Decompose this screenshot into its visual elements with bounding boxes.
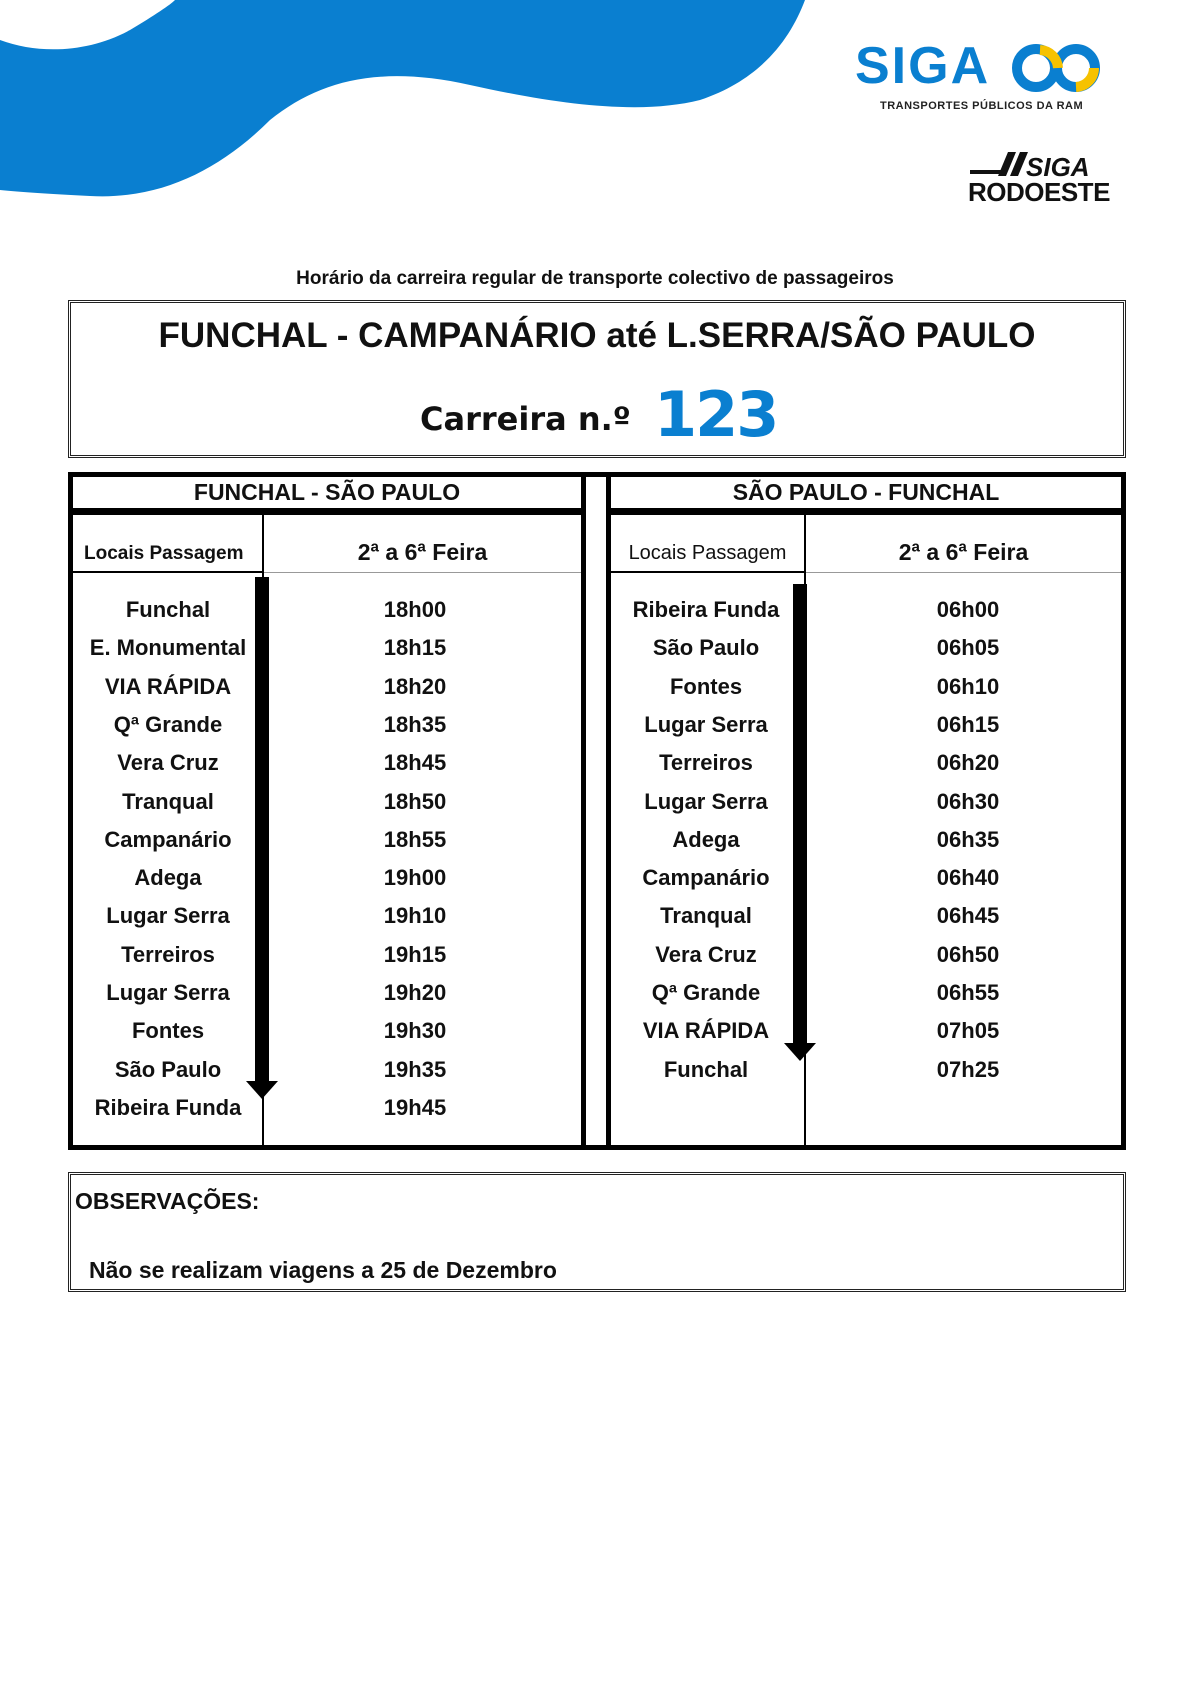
- outbound-title: FUNCHAL - SÃO PAULO: [73, 472, 581, 512]
- stop-name: Funchal: [663, 1056, 749, 1082]
- route-title: FUNCHAL - CAMPANÁRIO até L.SERRA/SÃO PAULO: [158, 316, 1036, 355]
- departure-time: 19h00: [383, 865, 447, 891]
- stop-name: Terreiros: [659, 750, 753, 776]
- stop-name: Qª Grande: [113, 711, 223, 737]
- stop-name: Vera Cruz: [117, 750, 219, 776]
- stop-name: E. Monumental: [89, 635, 247, 661]
- inbound-divider: [611, 512, 1121, 515]
- inbound-col-stops: Locais Passagem: [628, 542, 787, 564]
- outbound-header-underline: [73, 571, 262, 573]
- outbound-col-days: 2ª a 6ª Feira: [357, 539, 488, 565]
- inbound-header-underline: [611, 571, 804, 573]
- stop-name: Lugar Serra: [644, 711, 768, 737]
- departure-time: 18h15: [383, 635, 447, 661]
- departure-time: 18h35: [383, 711, 447, 737]
- departure-time: 07h25: [936, 1056, 1000, 1082]
- stop-name: VIA RÁPIDA: [104, 673, 232, 699]
- stop-name: Tranqual: [660, 903, 752, 929]
- departure-time: 19h30: [383, 1018, 447, 1044]
- stop-name: Terreiros: [121, 941, 215, 967]
- stop-name: Ribeira Funda: [94, 1094, 242, 1120]
- stop-name: Vera Cruz: [655, 941, 757, 967]
- stop-name: Lugar Serra: [644, 788, 768, 814]
- departure-time: 19h20: [383, 980, 447, 1005]
- departure-time: 18h45: [383, 750, 447, 776]
- departure-time: 06h15: [936, 711, 1000, 737]
- departure-time: 06h55: [936, 980, 1000, 1005]
- observations-text: Não se realizam viagens a 25 de Dezembro: [89, 1257, 557, 1283]
- stop-name: Lugar Serra: [106, 903, 230, 929]
- stop-name: Qª Grande: [651, 980, 761, 1005]
- stop-name: Ribeira Funda: [632, 597, 780, 622]
- departure-time: 18h55: [383, 826, 447, 852]
- departure-time: 19h35: [383, 1056, 447, 1082]
- departure-time: 06h00: [936, 597, 1000, 622]
- departure-time: 06h45: [936, 903, 1000, 929]
- siga-logo-rings-icon: [1010, 40, 1106, 96]
- header-wave-graphic: [0, 0, 820, 200]
- siga-logo-text: SIGA: [855, 37, 991, 95]
- stop-name: VIA RÁPIDA: [642, 1018, 770, 1044]
- stop-name: Adega: [134, 865, 202, 891]
- stop-name: Adega: [672, 826, 740, 852]
- departure-time: 06h40: [936, 865, 1000, 891]
- stop-name: Tranqual: [122, 788, 214, 814]
- stop-name: Campanário: [642, 865, 770, 891]
- siga-logo: [855, 36, 990, 96]
- carreira-label: Carreira n.º: [420, 400, 631, 438]
- inbound-col-days: 2ª a 6ª Feira: [898, 539, 1029, 565]
- stop-name: São Paulo: [114, 1056, 222, 1082]
- stop-name: Lugar Serra: [106, 980, 230, 1005]
- inbound-title: SÃO PAULO - FUNCHAL: [611, 472, 1121, 512]
- departure-time: 19h10: [383, 903, 447, 929]
- rodoeste-logo-top: SIGA: [1026, 152, 1090, 182]
- outbound-divider: [73, 512, 581, 515]
- departure-time: 19h15: [383, 941, 447, 967]
- outbound-col-stops: Locais Passagem: [84, 543, 244, 564]
- stop-name: Fontes: [669, 673, 743, 699]
- rodoeste-logo-bottom: RODOESTE: [968, 177, 1110, 207]
- stop-name: Funchal: [125, 597, 211, 622]
- departure-time: 18h50: [383, 788, 447, 814]
- departure-time: 07h05: [936, 1018, 1000, 1044]
- siga-logo-subtitle: TRANSPORTES PÚBLICOS DA RAM: [880, 100, 1084, 112]
- panel-gutter: [586, 472, 606, 1150]
- departure-time: 06h10: [936, 673, 1000, 699]
- departure-time: 18h20: [383, 673, 447, 699]
- inbound-header-rule: [806, 572, 1121, 573]
- departure-time: 19h45: [383, 1094, 447, 1120]
- stop-name: São Paulo: [652, 635, 760, 661]
- stop-name: Campanário: [104, 826, 232, 852]
- stop-name: Fontes: [131, 1018, 205, 1044]
- observations-label: OBSERVAÇÕES:: [75, 1188, 260, 1214]
- departure-time: 06h30: [936, 788, 1000, 814]
- departure-time: 06h35: [936, 826, 1000, 852]
- outbound-header-rule: [264, 572, 581, 573]
- carreira-number: 123: [654, 378, 778, 451]
- document-subtitle: Horário da carreira regular de transporte colectivo de passageiros: [296, 268, 894, 289]
- departure-time: 06h20: [936, 750, 1000, 776]
- departure-time: 18h00: [383, 597, 447, 622]
- departure-time: 06h50: [936, 941, 1000, 967]
- departure-time: 06h05: [936, 635, 1000, 661]
